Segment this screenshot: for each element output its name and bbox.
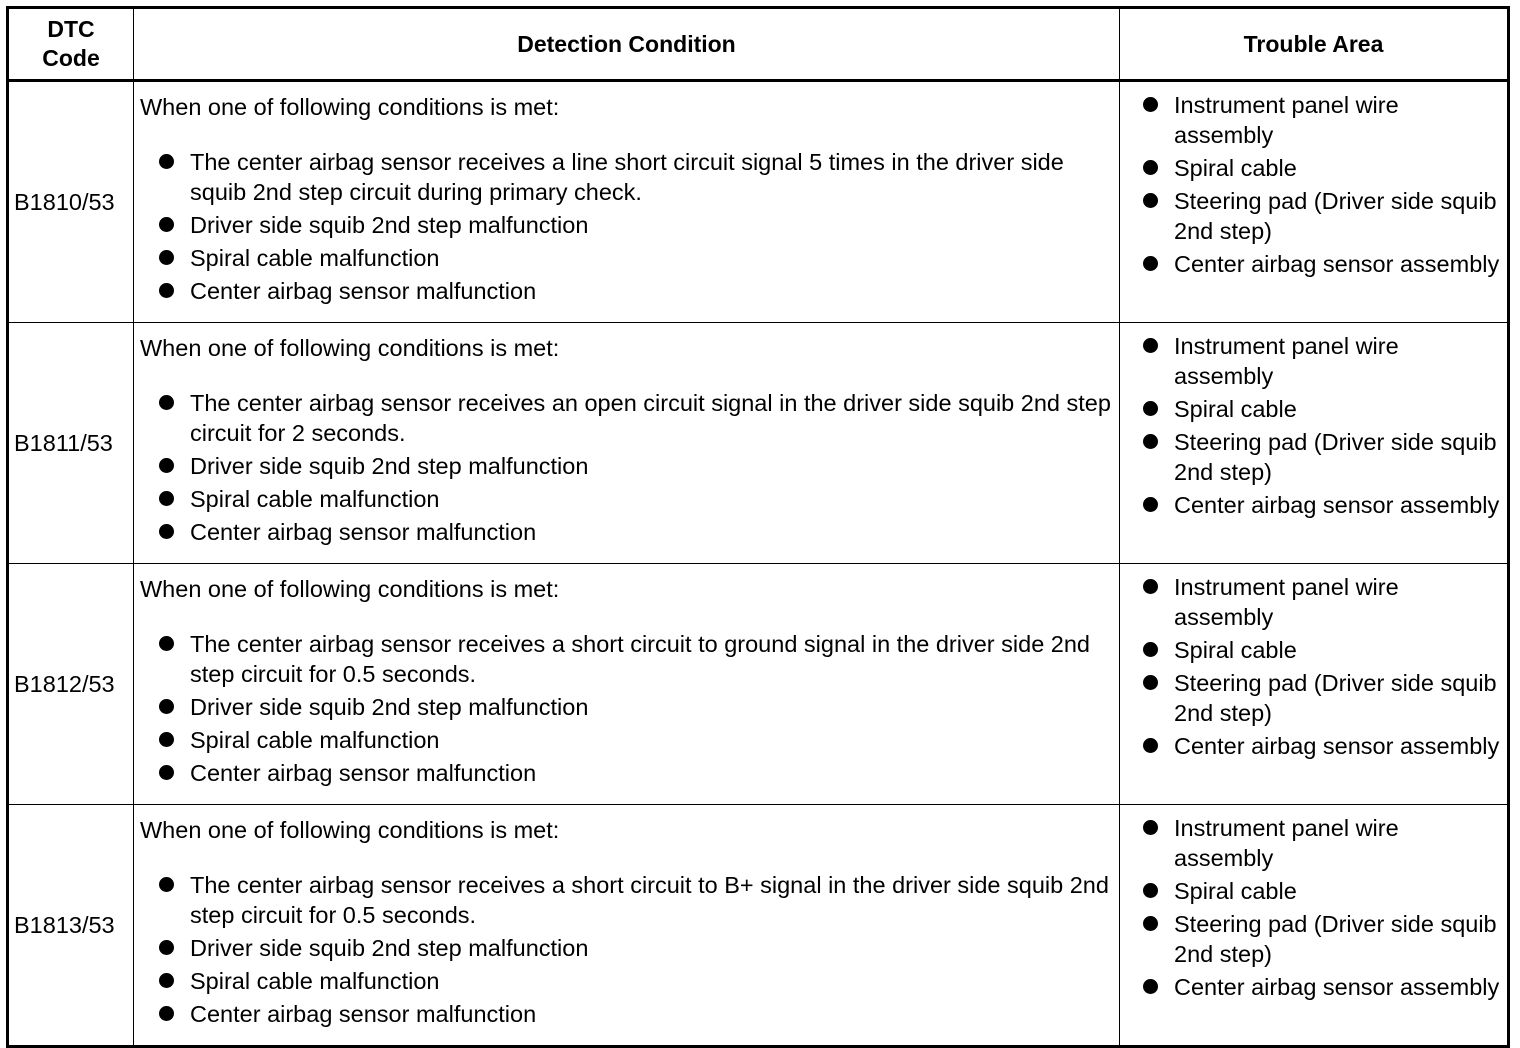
detection-condition-cell [134, 323, 1120, 564]
trouble-area-text: Steering pad (Driver side squib 2nd step) [1174, 670, 1497, 726]
header-trouble-area: Trouble Area [1120, 8, 1509, 81]
condition-text: Driver side squib 2nd step malfunction [190, 453, 589, 479]
condition-item [140, 484, 1119, 514]
condition-intro: When one of following conditions is met: [140, 576, 560, 602]
bullet-icon [159, 973, 174, 988]
trouble-area-item [1120, 909, 1507, 969]
bullet-icon [159, 217, 174, 232]
condition-list [140, 629, 1119, 788]
bullet-icon [159, 940, 174, 955]
trouble-area-item [1120, 427, 1507, 487]
trouble-area-item [1120, 972, 1507, 1002]
bullet-icon [159, 154, 174, 169]
condition-item [140, 933, 1119, 963]
trouble-area-list [1120, 813, 1507, 1002]
condition-text: Center airbag sensor malfunction [190, 278, 537, 304]
trouble-area-cell [1120, 805, 1509, 1047]
bullet-icon [1143, 916, 1158, 931]
condition-item [140, 451, 1119, 481]
bullet-icon [159, 877, 174, 892]
trouble-area-text: Instrument panel wire assembly [1174, 574, 1399, 630]
detection-condition-cell [134, 81, 1120, 323]
table-row [8, 81, 1509, 323]
trouble-area-text: Steering pad (Driver side squib 2nd step) [1174, 429, 1497, 485]
dtc-code-cell: B1810/53 [8, 81, 134, 323]
header-dtc-code: DTC Code [8, 8, 134, 81]
condition-item [140, 966, 1119, 996]
trouble-area-item [1120, 331, 1507, 391]
dtc-table [6, 6, 1510, 1048]
bullet-icon [159, 395, 174, 410]
trouble-area-text: Spiral cable [1174, 637, 1297, 663]
trouble-area-item [1120, 635, 1507, 665]
condition-item [140, 725, 1119, 755]
trouble-area-item [1120, 186, 1507, 246]
condition-item [140, 276, 1119, 306]
bullet-icon [159, 636, 174, 651]
trouble-area-text: Spiral cable [1174, 878, 1297, 904]
bullet-icon [159, 491, 174, 506]
condition-intro: When one of following conditions is met: [140, 94, 560, 120]
bullet-icon [1143, 434, 1158, 449]
bullet-icon [1143, 642, 1158, 657]
trouble-area-list [1120, 572, 1507, 761]
trouble-area-text: Spiral cable [1174, 396, 1297, 422]
trouble-area-item [1120, 90, 1507, 150]
header-row [8, 8, 1509, 81]
condition-item [140, 517, 1119, 547]
bullet-icon [159, 250, 174, 265]
trouble-area-text: Center airbag sensor assembly [1174, 492, 1500, 518]
condition-list [140, 870, 1119, 1029]
trouble-area-item [1120, 153, 1507, 183]
condition-item [140, 243, 1119, 273]
table-body [8, 81, 1509, 1047]
condition-list [140, 147, 1119, 306]
condition-list [140, 388, 1119, 547]
bullet-icon [1143, 979, 1158, 994]
condition-item [140, 692, 1119, 722]
trouble-area-item [1120, 490, 1507, 520]
trouble-area-text: Instrument panel wire assembly [1174, 92, 1399, 148]
bullet-icon [1143, 738, 1158, 753]
table-header [8, 8, 1509, 81]
dtc-code-cell: B1812/53 [8, 564, 134, 805]
detection-condition-cell [134, 564, 1120, 805]
trouble-area-item [1120, 249, 1507, 279]
condition-text: Driver side squib 2nd step malfunction [190, 935, 589, 961]
table-row [8, 564, 1509, 805]
condition-item [140, 758, 1119, 788]
trouble-area-text: Spiral cable [1174, 155, 1297, 181]
detection-condition-cell [134, 805, 1120, 1047]
table-row [8, 323, 1509, 564]
condition-text: The center airbag sensor receives an open circuit signal in the driver side squib 2nd step circuit for 2 seconds. [190, 390, 1111, 446]
bullet-icon [159, 765, 174, 780]
bullet-icon [1143, 497, 1158, 512]
bullet-icon [1143, 160, 1158, 175]
bullet-icon [159, 732, 174, 747]
condition-item [140, 388, 1119, 448]
trouble-area-text: Steering pad (Driver side squib 2nd step) [1174, 188, 1497, 244]
trouble-area-cell [1120, 564, 1509, 805]
trouble-area-text: Instrument panel wire assembly [1174, 815, 1399, 871]
condition-text: Center airbag sensor malfunction [190, 760, 537, 786]
trouble-area-text: Instrument panel wire assembly [1174, 333, 1399, 389]
condition-text: Spiral cable malfunction [190, 486, 440, 512]
trouble-area-text: Steering pad (Driver side squib 2nd step) [1174, 911, 1497, 967]
trouble-area-item [1120, 876, 1507, 906]
condition-item [140, 210, 1119, 240]
bullet-icon [1143, 97, 1158, 112]
condition-intro: When one of following conditions is met: [140, 335, 560, 361]
condition-text: Spiral cable malfunction [190, 968, 440, 994]
bullet-icon [1143, 256, 1158, 271]
condition-text: Center airbag sensor malfunction [190, 519, 537, 545]
bullet-icon [159, 283, 174, 298]
condition-text: Spiral cable malfunction [190, 245, 440, 271]
dtc-code-cell: B1813/53 [8, 805, 134, 1047]
condition-text: Spiral cable malfunction [190, 727, 440, 753]
trouble-area-cell [1120, 323, 1509, 564]
condition-text: Center airbag sensor malfunction [190, 1001, 537, 1027]
bullet-icon [159, 699, 174, 714]
trouble-area-list [1120, 90, 1507, 279]
condition-item [140, 870, 1119, 930]
trouble-area-item [1120, 668, 1507, 728]
condition-text: The center airbag sensor receives a short circuit to B+ signal in the driver side squib 2nd step circuit for 0.5 seconds. [190, 872, 1109, 928]
bullet-icon [1143, 338, 1158, 353]
condition-text: Driver side squib 2nd step malfunction [190, 694, 589, 720]
trouble-area-list [1120, 331, 1507, 520]
bullet-icon [1143, 883, 1158, 898]
condition-item [140, 999, 1119, 1029]
bullet-icon [159, 524, 174, 539]
condition-item [140, 629, 1119, 689]
trouble-area-item [1120, 731, 1507, 761]
trouble-area-text: Center airbag sensor assembly [1174, 733, 1500, 759]
condition-intro: When one of following conditions is met: [140, 817, 560, 843]
condition-item [140, 147, 1119, 207]
trouble-area-item [1120, 813, 1507, 873]
bullet-icon [159, 1006, 174, 1021]
table-row [8, 805, 1509, 1047]
bullet-icon [1143, 675, 1158, 690]
trouble-area-text: Center airbag sensor assembly [1174, 251, 1500, 277]
dtc-code-cell: B1811/53 [8, 323, 134, 564]
trouble-area-item [1120, 572, 1507, 632]
bullet-icon [1143, 820, 1158, 835]
trouble-area-text: Center airbag sensor assembly [1174, 974, 1500, 1000]
bullet-icon [159, 458, 174, 473]
trouble-area-item [1120, 394, 1507, 424]
condition-text: The center airbag sensor receives a short circuit to ground signal in the driver side 2nd step circuit for 0.5 seconds. [190, 631, 1090, 687]
bullet-icon [1143, 401, 1158, 416]
bullet-icon [1143, 579, 1158, 594]
condition-text: Driver side squib 2nd step malfunction [190, 212, 589, 238]
condition-text: The center airbag sensor receives a line short circuit signal 5 times in the driver side squib 2nd step circuit during primary check. [190, 149, 1064, 205]
bullet-icon [1143, 193, 1158, 208]
trouble-area-cell [1120, 81, 1509, 323]
header-detection-condition: Detection Condition [134, 8, 1120, 81]
